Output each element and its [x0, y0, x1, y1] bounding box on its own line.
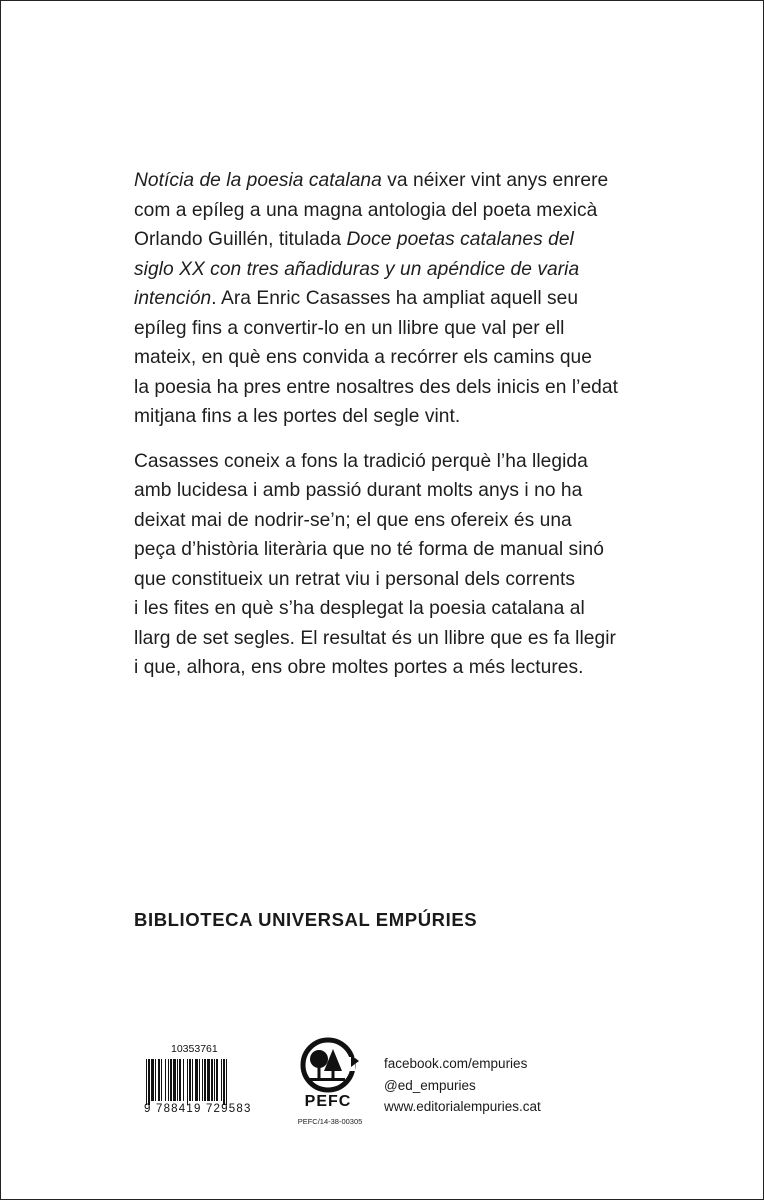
- barcode-bars: [144, 1059, 274, 1105]
- isbn-digits: 9 788419 729583: [144, 1103, 252, 1115]
- blurb-text: [134, 166, 674, 683]
- text-line: [134, 624, 674, 654]
- text-segment: mateix, en què ens convida a recórrer els camins que: [134, 347, 593, 368]
- barcode-bar: [179, 1059, 181, 1101]
- text-segment: deixat mai de nodrir-se’n; el que ens ofereix és una: [134, 509, 572, 531]
- barcode-bar: [214, 1059, 215, 1101]
- barcode-bar: [195, 1059, 198, 1101]
- text-segment: . Ara Enric Casasses ha ampliat aquell seu: [211, 288, 579, 309]
- text-line: [134, 653, 674, 683]
- text-segment: que constitueix un retrat viu i personal dels corrents: [134, 568, 576, 590]
- facebook-link[interactable]: facebook.com/empuries: [384, 1056, 528, 1071]
- barcode-bar: [170, 1059, 172, 1101]
- text-line: [134, 343, 674, 373]
- publisher-contact: [384, 1053, 541, 1118]
- text-line: [134, 402, 674, 432]
- text-segment: peça d’història literària que no té forma de manual sinó: [134, 539, 604, 560]
- pefc-tree-logo-icon: [293, 1037, 363, 1093]
- text-segment: i que, alhora, ens obre moltes portes a més lectures.: [134, 657, 584, 678]
- text-segment: com a epíleg a una magna antologia del poeta mexicà: [134, 199, 598, 221]
- barcode-bar: [183, 1059, 184, 1101]
- text-line: [134, 447, 674, 477]
- text-segment: llarg de set segles. El resultat és un llibre que es fa llegir: [134, 627, 616, 649]
- text-segment: Casasses coneix a fons la tradició perquè l’ha llegida: [134, 450, 588, 472]
- text-line: [134, 314, 674, 344]
- italic-title: Doce poetas catalanes del: [346, 229, 574, 250]
- barcode-bar: [158, 1059, 160, 1101]
- barcode-bar: [226, 1059, 227, 1105]
- barcode-bar: [202, 1059, 203, 1101]
- barcode-bar: [187, 1059, 188, 1105]
- website-link[interactable]: www.editorialempuries.cat: [384, 1099, 541, 1114]
- text-segment: i les fites en què s’ha desplegat la poesia catalana al: [134, 598, 585, 619]
- pefc-certification: [293, 1037, 373, 1129]
- text-line: [134, 594, 674, 624]
- social-handle[interactable]: @ed_empuries: [384, 1077, 476, 1093]
- barcode-bar: [146, 1059, 147, 1105]
- text-line: [134, 535, 674, 565]
- barcode-bar: [192, 1059, 193, 1101]
- barcode-bar: [173, 1059, 176, 1101]
- text-line: [134, 373, 674, 403]
- barcode-bar: [223, 1059, 225, 1105]
- text-segment: va néixer vint anys enrere: [381, 170, 609, 191]
- blurb-paragraph-2: [134, 447, 674, 683]
- text-segment: epíleg fins a convertir-lo en un llibre que val per ell: [134, 317, 565, 339]
- internal-code: 10353761: [171, 1043, 218, 1055]
- text-line: [134, 255, 674, 285]
- text-segment: la poesia ha pres entre nosaltres des dels inicis en l’edat: [134, 376, 618, 398]
- text-line: [134, 476, 674, 506]
- text-line: [134, 166, 674, 196]
- text-segment: Orlando Guillén, titulada: [134, 229, 347, 250]
- italic-title: Notícia de la poesia catalana: [134, 170, 382, 191]
- text-line: [134, 284, 674, 314]
- barcode-bar: [161, 1059, 162, 1101]
- barcode-bar: [216, 1059, 218, 1101]
- barcode-bar: [211, 1059, 213, 1101]
- pefc-label: PEFC: [304, 1093, 352, 1110]
- text-line: [134, 225, 674, 255]
- text-segment: amb lucidesa i amb passió durant molts anys i no ha: [134, 480, 583, 501]
- text-segment: mitjana fins a les portes del segle vint.: [134, 406, 461, 427]
- italic-title: intención: [134, 288, 212, 309]
- barcode-bar: [155, 1059, 156, 1101]
- blurb-paragraph-1: [134, 166, 674, 432]
- barcode-bar: [148, 1059, 150, 1105]
- series-title: BIBLIOTECA UNIVERSAL EMPÚRIES: [134, 909, 478, 930]
- barcode-bar: [204, 1059, 206, 1101]
- barcode-bar: [177, 1059, 178, 1101]
- barcode-bar: [168, 1059, 169, 1101]
- barcode-bar: [207, 1059, 210, 1101]
- barcode-bar: [189, 1059, 191, 1101]
- text-line: [134, 565, 674, 595]
- barcode-block: [144, 1039, 274, 1119]
- barcode-bar: [199, 1059, 200, 1101]
- italic-title: siglo XX con tres añadiduras y un apéndice de varia: [134, 258, 580, 280]
- pefc-code: PEFC/14-38-00305: [297, 1117, 363, 1126]
- barcode-bar: [221, 1059, 222, 1101]
- barcode-bar: [165, 1059, 166, 1101]
- text-line: [134, 506, 674, 536]
- barcode-bar: [151, 1059, 154, 1101]
- text-line: [134, 196, 674, 226]
